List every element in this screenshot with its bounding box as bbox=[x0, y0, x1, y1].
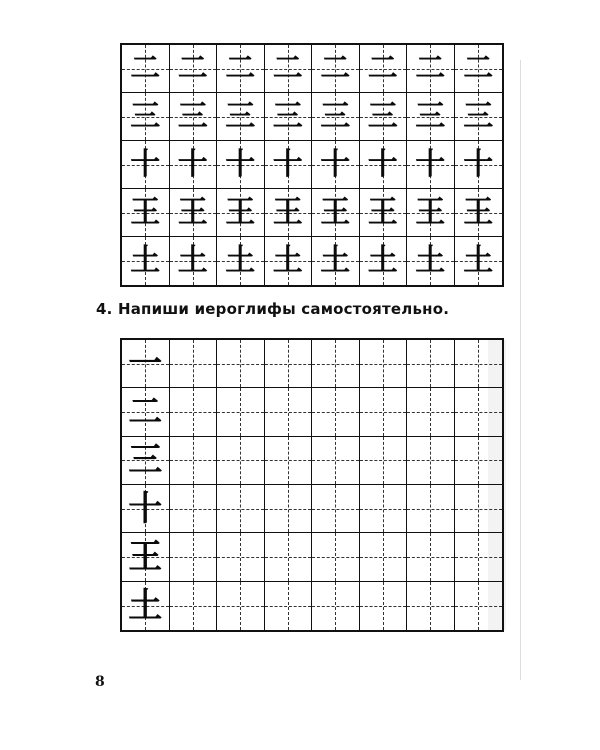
tracing-cell[interactable] bbox=[360, 237, 408, 285]
writing-cell[interactable] bbox=[360, 582, 408, 630]
tracing-hieroglyph: 十 bbox=[177, 146, 208, 182]
cell-guide-vertical bbox=[193, 533, 194, 580]
tracing-cell[interactable] bbox=[455, 237, 503, 285]
cell-guide-vertical bbox=[383, 388, 384, 435]
writing-cell[interactable] bbox=[360, 437, 408, 485]
tracing-cell[interactable] bbox=[265, 237, 313, 285]
writing-cell[interactable] bbox=[312, 340, 360, 388]
writing-cell[interactable] bbox=[170, 388, 218, 436]
cell-guide-vertical bbox=[240, 340, 241, 387]
cell-guide-vertical bbox=[478, 485, 479, 532]
writing-cell[interactable] bbox=[455, 340, 503, 388]
cell-guide-vertical bbox=[288, 533, 289, 580]
tracing-cell[interactable] bbox=[360, 189, 408, 237]
tracing-practice-grid bbox=[120, 43, 504, 287]
cell-guide-vertical bbox=[383, 485, 384, 532]
tracing-cell[interactable] bbox=[265, 141, 313, 189]
cell-guide-vertical bbox=[335, 485, 336, 532]
tracing-cell[interactable] bbox=[455, 45, 503, 93]
tracing-hieroglyph: 三 bbox=[272, 98, 303, 134]
writing-cell[interactable] bbox=[312, 388, 360, 436]
tracing-hieroglyph: 土 bbox=[415, 243, 446, 278]
tracing-cell[interactable] bbox=[122, 189, 170, 237]
writing-hieroglyph: 一 bbox=[128, 343, 163, 384]
writing-cell[interactable] bbox=[312, 533, 360, 581]
tracing-cell[interactable] bbox=[265, 45, 313, 93]
cell-guide-vertical bbox=[478, 582, 479, 630]
cell-guide-vertical bbox=[478, 388, 479, 435]
cell-guide-vertical bbox=[383, 340, 384, 387]
writing-cell[interactable] bbox=[455, 533, 503, 581]
writing-cell[interactable] bbox=[455, 582, 503, 630]
cell-guide-vertical bbox=[335, 437, 336, 484]
tracing-hieroglyph: 三 bbox=[367, 98, 398, 134]
writing-cell[interactable] bbox=[312, 582, 360, 630]
tracing-cell[interactable] bbox=[407, 237, 455, 285]
tracing-hieroglyph: 三 bbox=[415, 98, 446, 134]
writing-cell[interactable] bbox=[407, 437, 455, 485]
exercise-heading: 4. Напиши иероглифы самостоятельно. bbox=[96, 300, 450, 318]
tracing-hieroglyph: 十 bbox=[415, 146, 446, 182]
tracing-cell[interactable] bbox=[360, 141, 408, 189]
cell-guide-vertical bbox=[288, 582, 289, 630]
tracing-hieroglyph: 王 bbox=[463, 194, 494, 230]
tracing-cell[interactable] bbox=[170, 141, 218, 189]
cell-guide-vertical bbox=[335, 533, 336, 580]
writing-cell[interactable] bbox=[217, 388, 265, 436]
tracing-hieroglyph: 十 bbox=[463, 146, 494, 182]
tracing-hieroglyph: 二 bbox=[463, 50, 494, 86]
cell-guide-vertical bbox=[430, 388, 431, 435]
tracing-cell[interactable] bbox=[312, 45, 360, 93]
tracing-hieroglyph: 十 bbox=[367, 146, 398, 182]
writing-hieroglyph: 土 bbox=[128, 585, 163, 626]
writing-cell[interactable] bbox=[265, 388, 313, 436]
tracing-cell[interactable] bbox=[407, 141, 455, 189]
writing-cell[interactable] bbox=[265, 485, 313, 533]
writing-cell[interactable] bbox=[122, 533, 170, 581]
tracing-cell[interactable] bbox=[312, 93, 360, 141]
tracing-hieroglyph: 三 bbox=[130, 98, 161, 134]
tracing-hieroglyph: 土 bbox=[367, 243, 398, 278]
cell-guide-vertical bbox=[430, 533, 431, 580]
tracing-cell[interactable] bbox=[455, 141, 503, 189]
tracing-cell[interactable] bbox=[122, 93, 170, 141]
writing-cell[interactable] bbox=[122, 582, 170, 630]
cell-guide-vertical bbox=[288, 485, 289, 532]
cell-guide-vertical bbox=[240, 388, 241, 435]
cell-guide-vertical bbox=[335, 582, 336, 630]
tracing-cell[interactable] bbox=[217, 93, 265, 141]
cell-guide-vertical bbox=[193, 437, 194, 484]
writing-practice-grid bbox=[120, 338, 504, 632]
tracing-hieroglyph: 三 bbox=[320, 98, 351, 134]
writing-cell[interactable] bbox=[312, 437, 360, 485]
writing-cell[interactable] bbox=[217, 533, 265, 581]
tracing-cell[interactable] bbox=[170, 189, 218, 237]
cell-guide-vertical bbox=[430, 340, 431, 387]
writing-cell[interactable] bbox=[122, 485, 170, 533]
cell-guide-vertical bbox=[193, 388, 194, 435]
writing-cell[interactable] bbox=[122, 388, 170, 436]
writing-cell[interactable] bbox=[407, 485, 455, 533]
tracing-hieroglyph: 二 bbox=[415, 50, 446, 86]
tracing-cell[interactable] bbox=[360, 93, 408, 141]
tracing-hieroglyph: 土 bbox=[130, 243, 161, 278]
tracing-cell[interactable] bbox=[455, 189, 503, 237]
tracing-cell[interactable] bbox=[265, 93, 313, 141]
cell-guide-vertical bbox=[193, 340, 194, 387]
tracing-hieroglyph: 三 bbox=[225, 98, 256, 134]
writing-cell[interactable] bbox=[455, 388, 503, 436]
cell-guide-vertical bbox=[335, 388, 336, 435]
cell-guide-vertical bbox=[240, 437, 241, 484]
tracing-cell[interactable] bbox=[312, 237, 360, 285]
cell-guide-vertical bbox=[478, 340, 479, 387]
cell-guide-vertical bbox=[240, 485, 241, 532]
tracing-cell[interactable] bbox=[312, 141, 360, 189]
tracing-hieroglyph: 王 bbox=[225, 194, 256, 230]
writing-cell[interactable] bbox=[217, 582, 265, 630]
page-number: 8 bbox=[95, 674, 105, 690]
tracing-cell[interactable] bbox=[455, 93, 503, 141]
tracing-hieroglyph: 二 bbox=[272, 50, 303, 86]
tracing-hieroglyph: 王 bbox=[177, 194, 208, 230]
tracing-cell[interactable] bbox=[217, 237, 265, 285]
writing-hieroglyph: 二 bbox=[128, 391, 163, 432]
cell-guide-vertical bbox=[335, 340, 336, 387]
writing-cell[interactable] bbox=[455, 437, 503, 485]
writing-hieroglyph: 王 bbox=[128, 536, 163, 577]
tracing-cell[interactable] bbox=[217, 45, 265, 93]
tracing-hieroglyph: 土 bbox=[225, 243, 256, 278]
cell-guide-vertical bbox=[193, 582, 194, 630]
tracing-hieroglyph: 二 bbox=[225, 50, 256, 86]
tracing-cell[interactable] bbox=[407, 93, 455, 141]
tracing-hieroglyph: 土 bbox=[177, 243, 208, 278]
writing-hieroglyph: 十 bbox=[128, 488, 163, 529]
tracing-hieroglyph: 三 bbox=[463, 98, 494, 134]
tracing-hieroglyph: 二 bbox=[130, 50, 161, 86]
cell-guide-vertical bbox=[478, 533, 479, 580]
tracing-cell[interactable] bbox=[407, 45, 455, 93]
cell-guide-vertical bbox=[478, 437, 479, 484]
writing-cell[interactable] bbox=[360, 340, 408, 388]
tracing-cell[interactable] bbox=[122, 141, 170, 189]
tracing-cell[interactable] bbox=[170, 237, 218, 285]
tracing-hieroglyph: 王 bbox=[130, 194, 161, 230]
tracing-hieroglyph: 十 bbox=[320, 146, 351, 182]
writing-cell[interactable] bbox=[170, 437, 218, 485]
tracing-cell[interactable] bbox=[360, 45, 408, 93]
tracing-hieroglyph: 十 bbox=[272, 146, 303, 182]
tracing-hieroglyph: 土 bbox=[272, 243, 303, 278]
tracing-cell[interactable] bbox=[265, 189, 313, 237]
tracing-hieroglyph: 土 bbox=[320, 243, 351, 278]
writing-cell[interactable] bbox=[170, 485, 218, 533]
writing-cell[interactable] bbox=[312, 485, 360, 533]
cell-guide-vertical bbox=[288, 388, 289, 435]
writing-cell[interactable] bbox=[265, 533, 313, 581]
writing-cell[interactable] bbox=[170, 340, 218, 388]
tracing-cell[interactable] bbox=[122, 45, 170, 93]
tracing-cell[interactable] bbox=[170, 93, 218, 141]
writing-cell[interactable] bbox=[455, 485, 503, 533]
writing-cell[interactable] bbox=[122, 437, 170, 485]
tracing-cell[interactable] bbox=[217, 189, 265, 237]
tracing-hieroglyph: 土 bbox=[463, 243, 494, 278]
tracing-cell[interactable] bbox=[407, 189, 455, 237]
cell-guide-vertical bbox=[430, 437, 431, 484]
tracing-hieroglyph: 王 bbox=[272, 194, 303, 230]
cell-guide-vertical bbox=[430, 582, 431, 630]
writing-cell[interactable] bbox=[265, 582, 313, 630]
tracing-cell[interactable] bbox=[170, 45, 218, 93]
tracing-hieroglyph: 王 bbox=[367, 194, 398, 230]
writing-cell[interactable] bbox=[360, 533, 408, 581]
tracing-hieroglyph: 王 bbox=[320, 194, 351, 230]
cell-guide-vertical bbox=[193, 485, 194, 532]
tracing-hieroglyph: 二 bbox=[177, 50, 208, 86]
tracing-hieroglyph: 三 bbox=[177, 98, 208, 134]
cell-guide-vertical bbox=[288, 437, 289, 484]
writing-cell[interactable] bbox=[265, 437, 313, 485]
tracing-cell[interactable] bbox=[312, 189, 360, 237]
writing-cell[interactable] bbox=[217, 340, 265, 388]
writing-hieroglyph: 三 bbox=[128, 440, 163, 481]
tracing-cell[interactable] bbox=[122, 237, 170, 285]
writing-cell[interactable] bbox=[170, 582, 218, 630]
tracing-hieroglyph: 二 bbox=[320, 50, 351, 86]
writing-cell[interactable] bbox=[122, 340, 170, 388]
cell-guide-vertical bbox=[240, 582, 241, 630]
writing-cell[interactable] bbox=[170, 533, 218, 581]
writing-cell[interactable] bbox=[217, 437, 265, 485]
cell-guide-vertical bbox=[383, 533, 384, 580]
bleed-through-line bbox=[520, 60, 521, 680]
tracing-hieroglyph: 王 bbox=[415, 194, 446, 230]
writing-cell[interactable] bbox=[217, 485, 265, 533]
writing-cell[interactable] bbox=[407, 582, 455, 630]
tracing-hieroglyph: 二 bbox=[367, 50, 398, 86]
writing-cell[interactable] bbox=[360, 388, 408, 436]
writing-cell[interactable] bbox=[407, 388, 455, 436]
cell-guide-vertical bbox=[288, 340, 289, 387]
cell-guide-vertical bbox=[430, 485, 431, 532]
tracing-hieroglyph: 十 bbox=[130, 146, 161, 182]
cell-guide-vertical bbox=[383, 437, 384, 484]
writing-cell[interactable] bbox=[407, 340, 455, 388]
tracing-hieroglyph: 十 bbox=[225, 146, 256, 182]
tracing-cell[interactable] bbox=[217, 141, 265, 189]
cell-guide-vertical bbox=[240, 533, 241, 580]
writing-cell[interactable] bbox=[407, 533, 455, 581]
writing-cell[interactable] bbox=[265, 340, 313, 388]
cell-guide-vertical bbox=[383, 582, 384, 630]
writing-cell[interactable] bbox=[360, 485, 408, 533]
